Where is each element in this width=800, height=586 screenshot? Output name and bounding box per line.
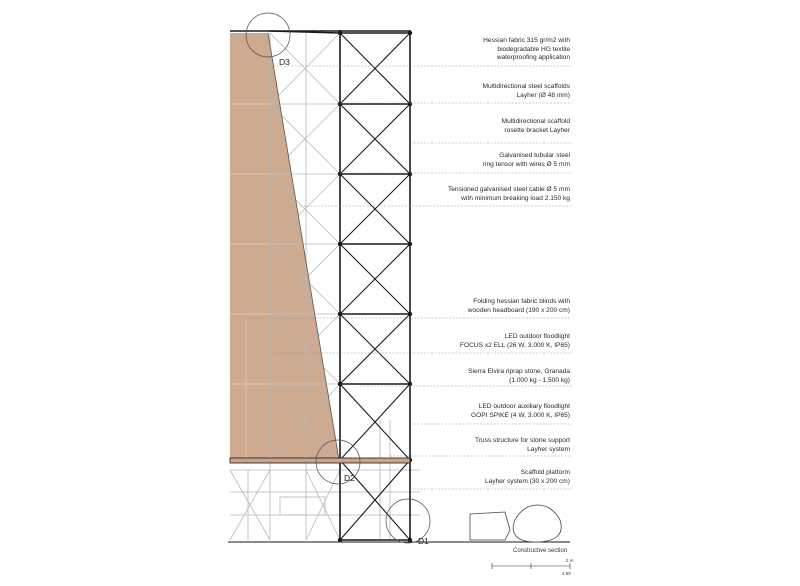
hessian-fabric-panel — [230, 33, 339, 460]
detail-tag-d1: D1 — [418, 536, 429, 546]
detail-tag-d2: D2 — [344, 473, 355, 483]
label-scaffold-platform: Scaffold platform Layher system (30 x 200 cm) — [484, 469, 570, 485]
scale-mark: 2 m — [566, 558, 574, 563]
label-truss-structure: Truss structure for stone support Layher system — [474, 437, 570, 453]
riprap-stones — [470, 505, 561, 542]
main-scaffold-bracing — [340, 33, 410, 540]
label-fabric-blinds: Folding hessian fabric blinds with wooden headboard (190 x 200 cm) — [467, 298, 570, 314]
label-hessian-fabric: Hessian fabric 315 gr/m2 with biodegradable HG textile waterproofing application — [483, 37, 570, 62]
scale-bar — [492, 563, 570, 569]
rosette-nodes — [338, 31, 412, 542]
drawing-caption: Constructive section — [513, 548, 568, 554]
label-ring-tensor: Galvanised tubular steel ring tensor with wires Ø 5 mm — [482, 152, 570, 168]
main-scaffold-tower — [340, 30, 410, 542]
label-rosette-bracket: Multidirectional scaffold rosette bracket Layher — [501, 118, 570, 134]
base-platform — [230, 458, 410, 463]
scale-ratio: 1:50 — [562, 571, 571, 576]
detail-tag-d3: D3 — [279, 57, 290, 67]
label-riprap-stone: Sierra Elvira riprap stone, Granada (1.000 kg - 1.500 kg) — [468, 368, 570, 384]
label-auxiliary-floodlight: LED outdoor auxiliary floodlight GOPI SPIKE (4 W, 3.000 K, IP65) — [471, 403, 570, 419]
label-steel-scaffolds: Multidirectional steel scaffolds Layher (Ø 48 mm) — [482, 83, 570, 99]
label-steel-cable: Tensioned galvanised steel cable Ø 5 mm with minimum breaking load 2.150 kg — [447, 186, 570, 202]
label-led-floodlight: LED outdoor floodlight FOCUS x2 ELL (26 W, 3.000 K, IP65) — [459, 333, 570, 349]
